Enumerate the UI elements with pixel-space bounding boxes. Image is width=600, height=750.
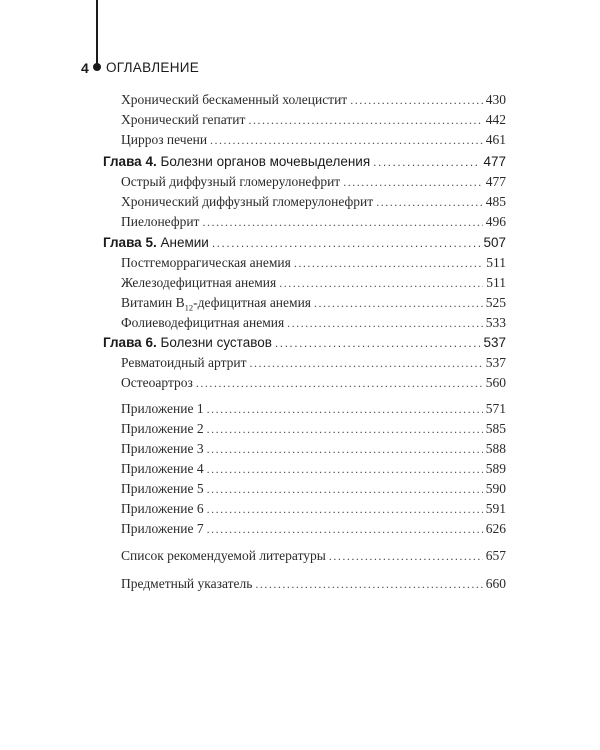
toc-chapter-entry[interactable] — [103, 233, 506, 253]
toc-entry-page: 507 — [483, 235, 506, 250]
toc-entry[interactable] — [121, 479, 506, 499]
toc-entry[interactable] — [121, 519, 506, 539]
toc-leader-dots — [207, 419, 483, 439]
toc-entry[interactable] — [121, 130, 506, 150]
toc-leader-dots — [196, 373, 483, 393]
page-number: 4 — [81, 60, 89, 76]
toc-entry-page: 589 — [485, 461, 506, 476]
toc-entry-title: Постгеморрагическая анемия — [121, 255, 291, 270]
toc-entry-page: 511 — [486, 275, 506, 290]
toc-entry-title: Хронический бескаменный холецистит — [121, 92, 348, 107]
header-vertical-rule — [96, 0, 98, 66]
toc-entry-page: 537 — [485, 355, 506, 370]
toc-entry[interactable] — [121, 293, 506, 313]
toc-entry[interactable] — [121, 373, 506, 393]
toc-entry-title: Приложение 6 — [121, 501, 204, 516]
toc-leader-dots — [329, 546, 483, 566]
chapter-number: Глава 5. — [103, 235, 157, 250]
toc-leader-dots — [207, 499, 483, 519]
toc-entry[interactable] — [121, 459, 506, 479]
toc-entry-title: Цирроз печени — [121, 132, 208, 147]
toc-entry-page: 511 — [486, 255, 506, 270]
toc-entry-page: 626 — [485, 521, 506, 536]
toc-entry-page: 571 — [485, 401, 506, 416]
toc-chapter-entry[interactable] — [103, 152, 506, 172]
toc-leader-dots — [207, 519, 483, 539]
toc-title-part: Витамин B — [121, 295, 185, 310]
toc-leader-dots — [255, 574, 482, 594]
toc-entry[interactable] — [121, 192, 506, 212]
toc-chapter-entry[interactable] — [103, 333, 506, 353]
chapter-title: Болезни суставов — [160, 335, 272, 350]
toc-entry-title: Хронический гепатит — [121, 112, 246, 127]
toc-entry-page: 430 — [485, 92, 506, 107]
header-rule-dot — [93, 63, 101, 71]
toc-entry-page: 485 — [485, 194, 506, 209]
toc-entry[interactable] — [121, 90, 506, 110]
toc-entry[interactable] — [121, 499, 506, 519]
toc-entry[interactable] — [121, 110, 506, 130]
toc-entry-page: 657 — [485, 548, 506, 563]
toc-entry-title: Приложение 3 — [121, 441, 204, 456]
toc-entry[interactable] — [121, 399, 506, 419]
toc-leader-dots — [207, 439, 483, 459]
toc-entry-title: Приложение 5 — [121, 481, 204, 496]
chapter-title: Анемии — [160, 235, 209, 250]
toc-entry-title: Пиелонефрит — [121, 214, 200, 229]
toc-entry-title: Приложение 2 — [121, 421, 204, 436]
toc-leader-dots — [376, 192, 483, 212]
toc-entry-page: 585 — [485, 421, 506, 436]
toc-entry-title: Остеоартроз — [121, 375, 193, 390]
toc-entry-title: Предметный указатель — [121, 576, 253, 591]
toc-entry-page: 525 — [485, 295, 506, 310]
toc-entry[interactable] — [121, 253, 506, 273]
toc-leader-dots — [287, 313, 483, 333]
toc-entry-page: 660 — [485, 576, 506, 591]
toc-entry-title: Острый диффузный гломерулонефрит — [121, 174, 341, 189]
toc-entry[interactable] — [121, 313, 506, 333]
toc-title-part: -дефицитная анемия — [193, 295, 312, 310]
toc-entry[interactable] — [121, 419, 506, 439]
toc-entry-page: 496 — [485, 214, 506, 229]
toc-entry-title: Железодефицитная анемия — [121, 275, 277, 290]
toc-entry-page: 442 — [485, 112, 506, 127]
toc-entry-page: 591 — [485, 501, 506, 516]
toc-leader-dots — [350, 90, 483, 110]
toc-entry-page: 461 — [485, 132, 506, 147]
toc-leader-dots — [207, 479, 483, 499]
toc-entry-page: 560 — [485, 375, 506, 390]
toc-entry[interactable] — [121, 574, 506, 594]
toc-leader-dots — [314, 293, 483, 313]
toc-leader-dots — [294, 253, 483, 273]
toc-entry-page: 477 — [485, 174, 506, 189]
chapter-title: Болезни органов мочевыделения — [160, 154, 371, 169]
toc-entry-title: Хронический диффузный гломерулонефрит — [121, 194, 374, 209]
toc-entry-page: 533 — [485, 315, 506, 330]
toc-entry-page: 477 — [483, 154, 506, 169]
toc-leader-dots — [207, 459, 483, 479]
toc-entry-title: Фолиеводефицитная анемия — [121, 315, 285, 330]
chapter-number: Глава 4. — [103, 154, 157, 169]
toc-entry[interactable] — [121, 353, 506, 373]
chapter-number: Глава 6. — [103, 335, 157, 350]
running-header-title: ОГЛАВЛЕНИЕ — [106, 60, 200, 75]
toc-entry[interactable] — [121, 212, 506, 232]
toc-leader-dots — [250, 353, 483, 373]
toc-entry[interactable] — [121, 546, 506, 566]
toc-entry-page: 588 — [485, 441, 506, 456]
toc-entry-title: Список рекомендуемой литературы — [121, 548, 326, 563]
toc-entry-title: Приложение 4 — [121, 461, 204, 476]
toc-entry-title: Ревматоидный артрит — [121, 355, 247, 370]
toc-leader-dots — [202, 212, 482, 232]
toc-leader-dots — [212, 233, 481, 253]
toc-entry[interactable] — [121, 172, 506, 192]
toc-leader-dots — [248, 110, 482, 130]
toc-entry-title: Приложение 1 — [121, 401, 204, 416]
toc-entry-title: Приложение 7 — [121, 521, 204, 536]
toc-leader-dots — [210, 130, 483, 150]
toc-leader-dots — [207, 399, 483, 419]
toc-entry-page: 590 — [485, 481, 506, 496]
toc-entry[interactable] — [121, 273, 506, 293]
toc-leader-dots — [373, 152, 480, 172]
toc-leader-dots — [279, 273, 483, 293]
toc-entry-page: 537 — [483, 335, 506, 350]
toc-leader-dots — [275, 333, 481, 353]
toc-entry[interactable] — [121, 439, 506, 459]
toc-leader-dots — [343, 172, 483, 192]
vitamin-subscript: 12 — [184, 302, 194, 313]
